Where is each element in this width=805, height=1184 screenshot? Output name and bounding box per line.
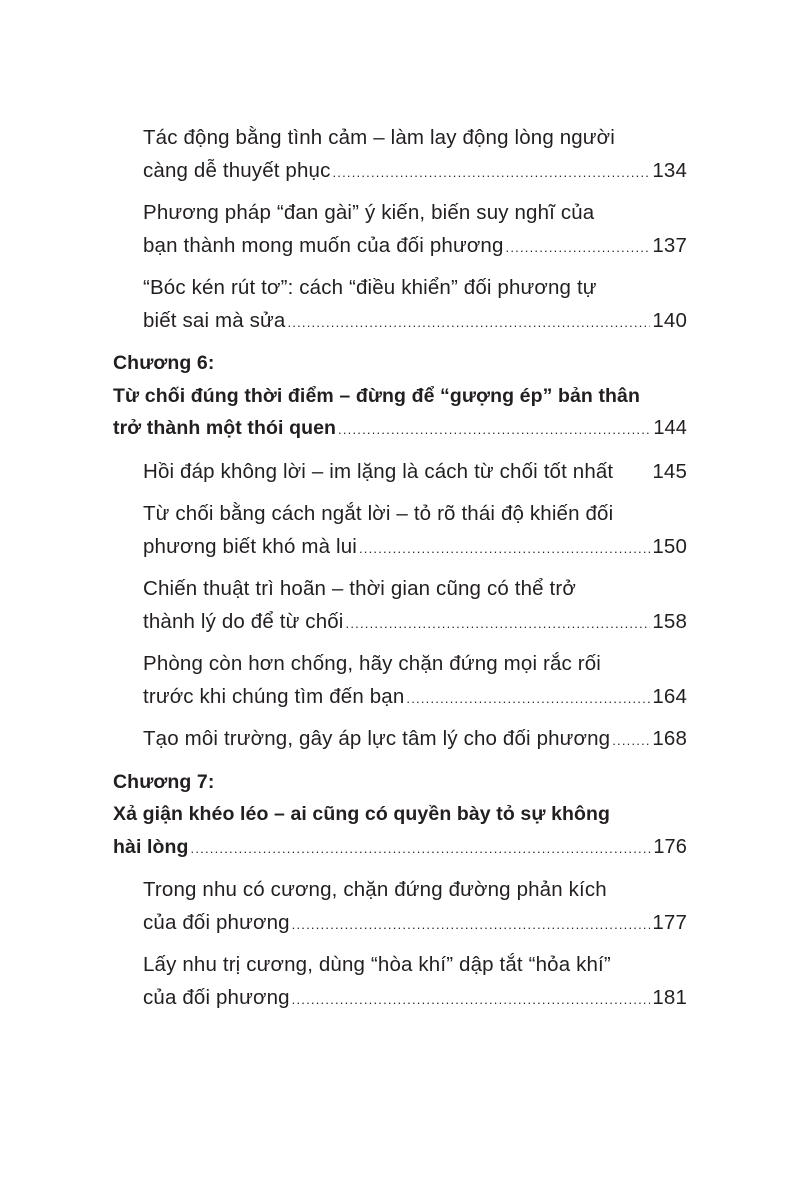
page-number: 140 bbox=[652, 308, 687, 332]
page-number: 181 bbox=[652, 985, 687, 1009]
dot-leader bbox=[359, 533, 650, 566]
dot-leader bbox=[191, 833, 652, 866]
toc-entry-section bbox=[143, 197, 687, 262]
toc-entry-leader-line bbox=[143, 230, 687, 263]
toc-entry-leader-line bbox=[143, 305, 687, 338]
toc-entry-leader-line bbox=[143, 606, 687, 639]
page-number: 145 bbox=[652, 459, 687, 483]
toc-entry-leader-line bbox=[113, 831, 687, 864]
chapter-title: trở thành một thói quen bbox=[113, 417, 337, 439]
toc-entry-section bbox=[143, 949, 687, 1014]
toc-entry-section bbox=[143, 498, 687, 563]
toc-entry-section bbox=[143, 122, 687, 187]
chapter-title: hài lòng bbox=[113, 835, 189, 858]
chapter-label: Chương 7: bbox=[113, 770, 215, 793]
toc-entry-text: biết sai mà sửa bbox=[143, 308, 286, 332]
toc-entry-leader-line bbox=[143, 681, 687, 714]
chapter-title: Từ chối đúng thời điểm – đừng để “gượng ép” bản thân bbox=[113, 384, 641, 407]
toc-entry-section bbox=[143, 573, 687, 638]
toc-entry-leader-line bbox=[143, 155, 687, 188]
toc-entry-text: Hồi đáp không lời – im lặng là cách từ chối tốt nhất bbox=[143, 459, 614, 483]
page-number: 144 bbox=[653, 417, 687, 439]
toc-entry-section bbox=[143, 272, 687, 337]
toc-entry-text: phương biết khó mà lui bbox=[143, 534, 357, 558]
chapter-label: Chương 6: bbox=[113, 352, 215, 374]
toc-entry-text: Trong nhu có cương, chặn đứng đường phản kích bbox=[143, 878, 607, 901]
toc-entry-text: của đối phương bbox=[143, 910, 290, 934]
dot-leader bbox=[287, 307, 650, 340]
dot-leader bbox=[338, 414, 651, 447]
toc-entry-chapter bbox=[113, 347, 687, 445]
dot-leader bbox=[506, 232, 651, 265]
toc-entry-text: thành lý do để từ chối bbox=[143, 609, 344, 633]
dot-leader bbox=[612, 725, 650, 758]
dot-leader bbox=[406, 683, 650, 716]
page-number: 134 bbox=[652, 158, 687, 182]
toc-entry-text: bạn thành mong muốn của đối phương bbox=[143, 233, 504, 257]
toc-entry-section bbox=[143, 874, 687, 939]
toc-entry-text: Chiến thuật trì hoãn – thời gian cũng có thể trở bbox=[143, 577, 576, 600]
page-number: 150 bbox=[652, 534, 687, 558]
toc-entry-text: của đối phương bbox=[143, 985, 290, 1009]
toc-entry-chapter bbox=[113, 766, 687, 864]
toc-entry-leader-line bbox=[143, 907, 687, 940]
toc-entry-leader-line bbox=[143, 531, 687, 564]
page-number: 158 bbox=[652, 609, 687, 633]
page-number: 164 bbox=[652, 684, 687, 708]
table-of-contents bbox=[113, 122, 687, 1024]
toc-entry-leader-line bbox=[143, 456, 687, 489]
toc-entry-text: Tác động bằng tình cảm – làm lay động lòng người bbox=[143, 126, 615, 149]
toc-entry-section bbox=[143, 723, 687, 756]
toc-entry-section bbox=[143, 456, 687, 489]
toc-entry-text: trước khi chúng tìm đến bạn bbox=[143, 684, 405, 708]
toc-entry-text: Phòng còn hơn chống, hãy chặn đứng mọi rắc rối bbox=[143, 652, 602, 675]
dot-leader bbox=[292, 909, 651, 942]
toc-entry-text: “Bóc kén rút tơ”: cách “điều khiển” đối phương tự bbox=[143, 276, 597, 299]
toc-entry-leader-line bbox=[113, 412, 687, 445]
toc-entry-leader-line bbox=[143, 982, 687, 1015]
toc-entry-text: Phương pháp “đan gài” ý kiến, biến suy nghĩ của bbox=[143, 201, 595, 224]
page-number: 137 bbox=[652, 233, 687, 257]
dot-leader bbox=[346, 608, 651, 641]
toc-entry-text: càng dễ thuyết phục bbox=[143, 158, 331, 182]
toc-entry-leader-line bbox=[143, 723, 687, 756]
page-number: 168 bbox=[652, 727, 687, 750]
toc-entry-text: Tạo môi trường, gây áp lực tâm lý cho đối phương bbox=[143, 727, 611, 750]
toc-entry-text: Từ chối bằng cách ngắt lời – tỏ rõ thái độ khiến đối bbox=[143, 502, 614, 525]
dot-leader bbox=[292, 984, 651, 1017]
page-number: 176 bbox=[653, 835, 687, 858]
toc-entry-text: Lấy nhu trị cương, dùng “hòa khí” dập tắt “hỏa khí” bbox=[143, 953, 611, 976]
toc-entry-section bbox=[143, 648, 687, 713]
chapter-title: Xả giận khéo léo – ai cũng có quyền bày tỏ sự không bbox=[113, 803, 611, 825]
dot-leader bbox=[333, 157, 651, 190]
page-number: 177 bbox=[652, 910, 687, 934]
